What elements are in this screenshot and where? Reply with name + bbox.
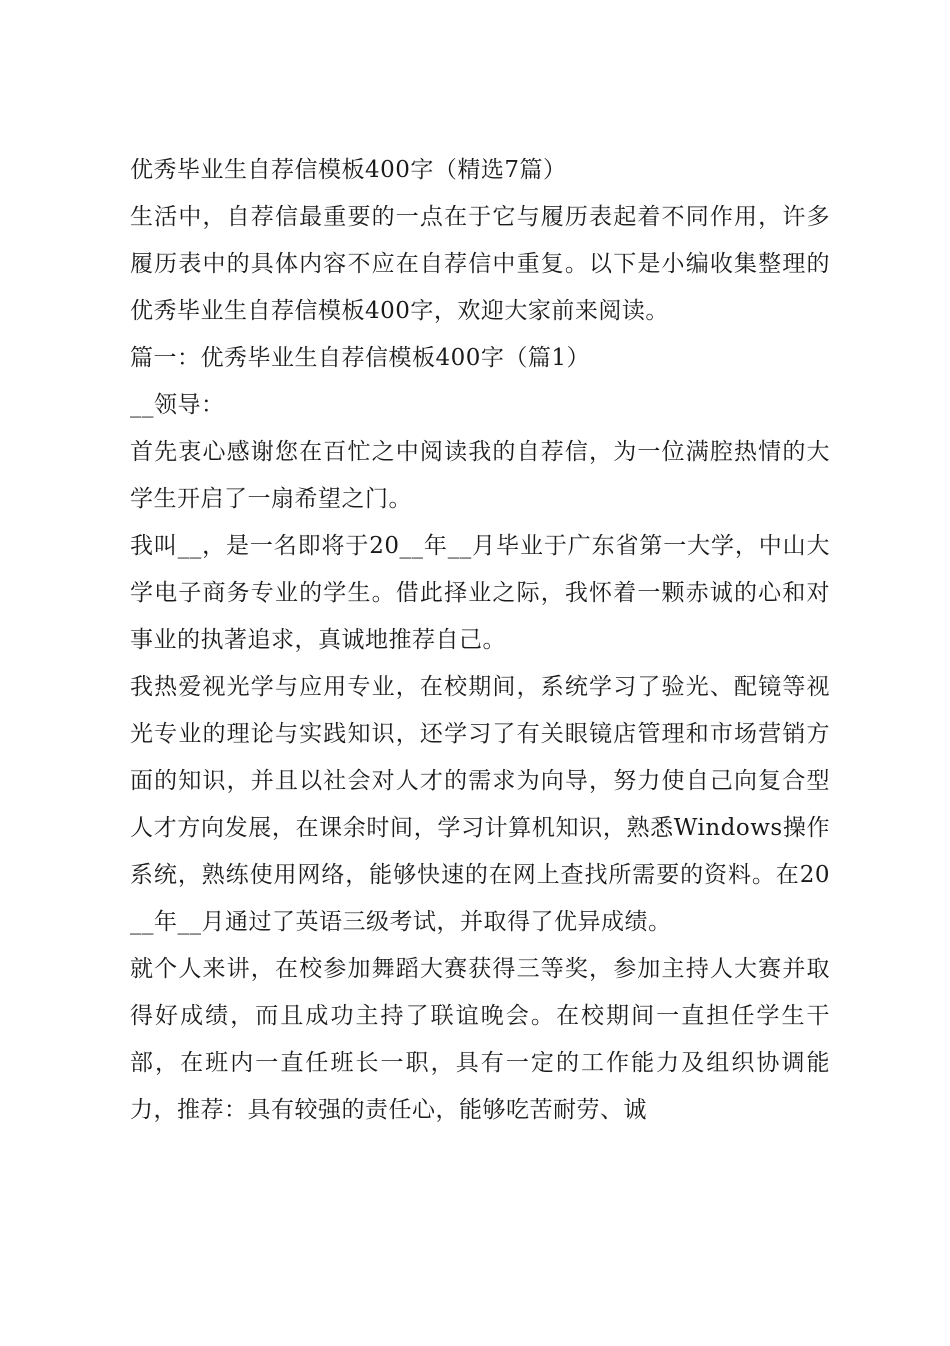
section-heading: 篇一：优秀毕业生自荐信模板400字（篇1） (130, 345, 591, 371)
salutation: __领导： (130, 392, 225, 418)
paragraph-intro: 生活中，自荐信最重要的一点在于它与履历表起着不同作用，许多履历表中的具体内容不应在自荐信中重复。以下是小编收集整理的优秀毕业生自荐信模板400字，欢迎大家前来阅读。 (130, 204, 830, 324)
paragraph-self-intro: 我叫__，是一名即将于20__年__月毕业于广东省第一大学，中山大学电子商务专业的学生。借此择业之际，我怀着一颗赤诚的心和对事业的执著追求，真诚地推荐自己。 (130, 533, 830, 653)
paragraph-thanks: 首先衷心感谢您在百忙之中阅读我的自荐信，为一位满腔热情的大学生开启了一扇希望之门。 (130, 439, 830, 512)
document-title: 优秀毕业生自荐信模板400字（精选7篇） (130, 157, 567, 183)
document-page (130, 150, 830, 1134)
paragraph-activities: 就个人来讲，在校参加舞蹈大赛获得三等奖，参加主持人大赛并取得好成绩，而且成功主持了联谊晚会。在校期间一直担任学生干部，在班内一直任班长一职，具有一定的工作能力及组织协调能力，推荐：具有较强的责任心，能够吃苦耐劳、诚 (130, 956, 830, 1123)
paragraph-studies: 我热爱视光学与应用专业，在校期间，系统学习了验光、配镜等视光专业的理论与实践知识，还学习了有关眼镜店管理和市场营销方面的知识，并且以社会对人才的需求为向导，努力使自己向复合型人才方向发展，在课余时间，学习计算机知识，熟悉Windows操作系统，熟练使用网络，能够快速的在网上查找所需要的资料。在20__年__月通过了英语三级考试，并取得了优异成绩。 (130, 674, 830, 935)
